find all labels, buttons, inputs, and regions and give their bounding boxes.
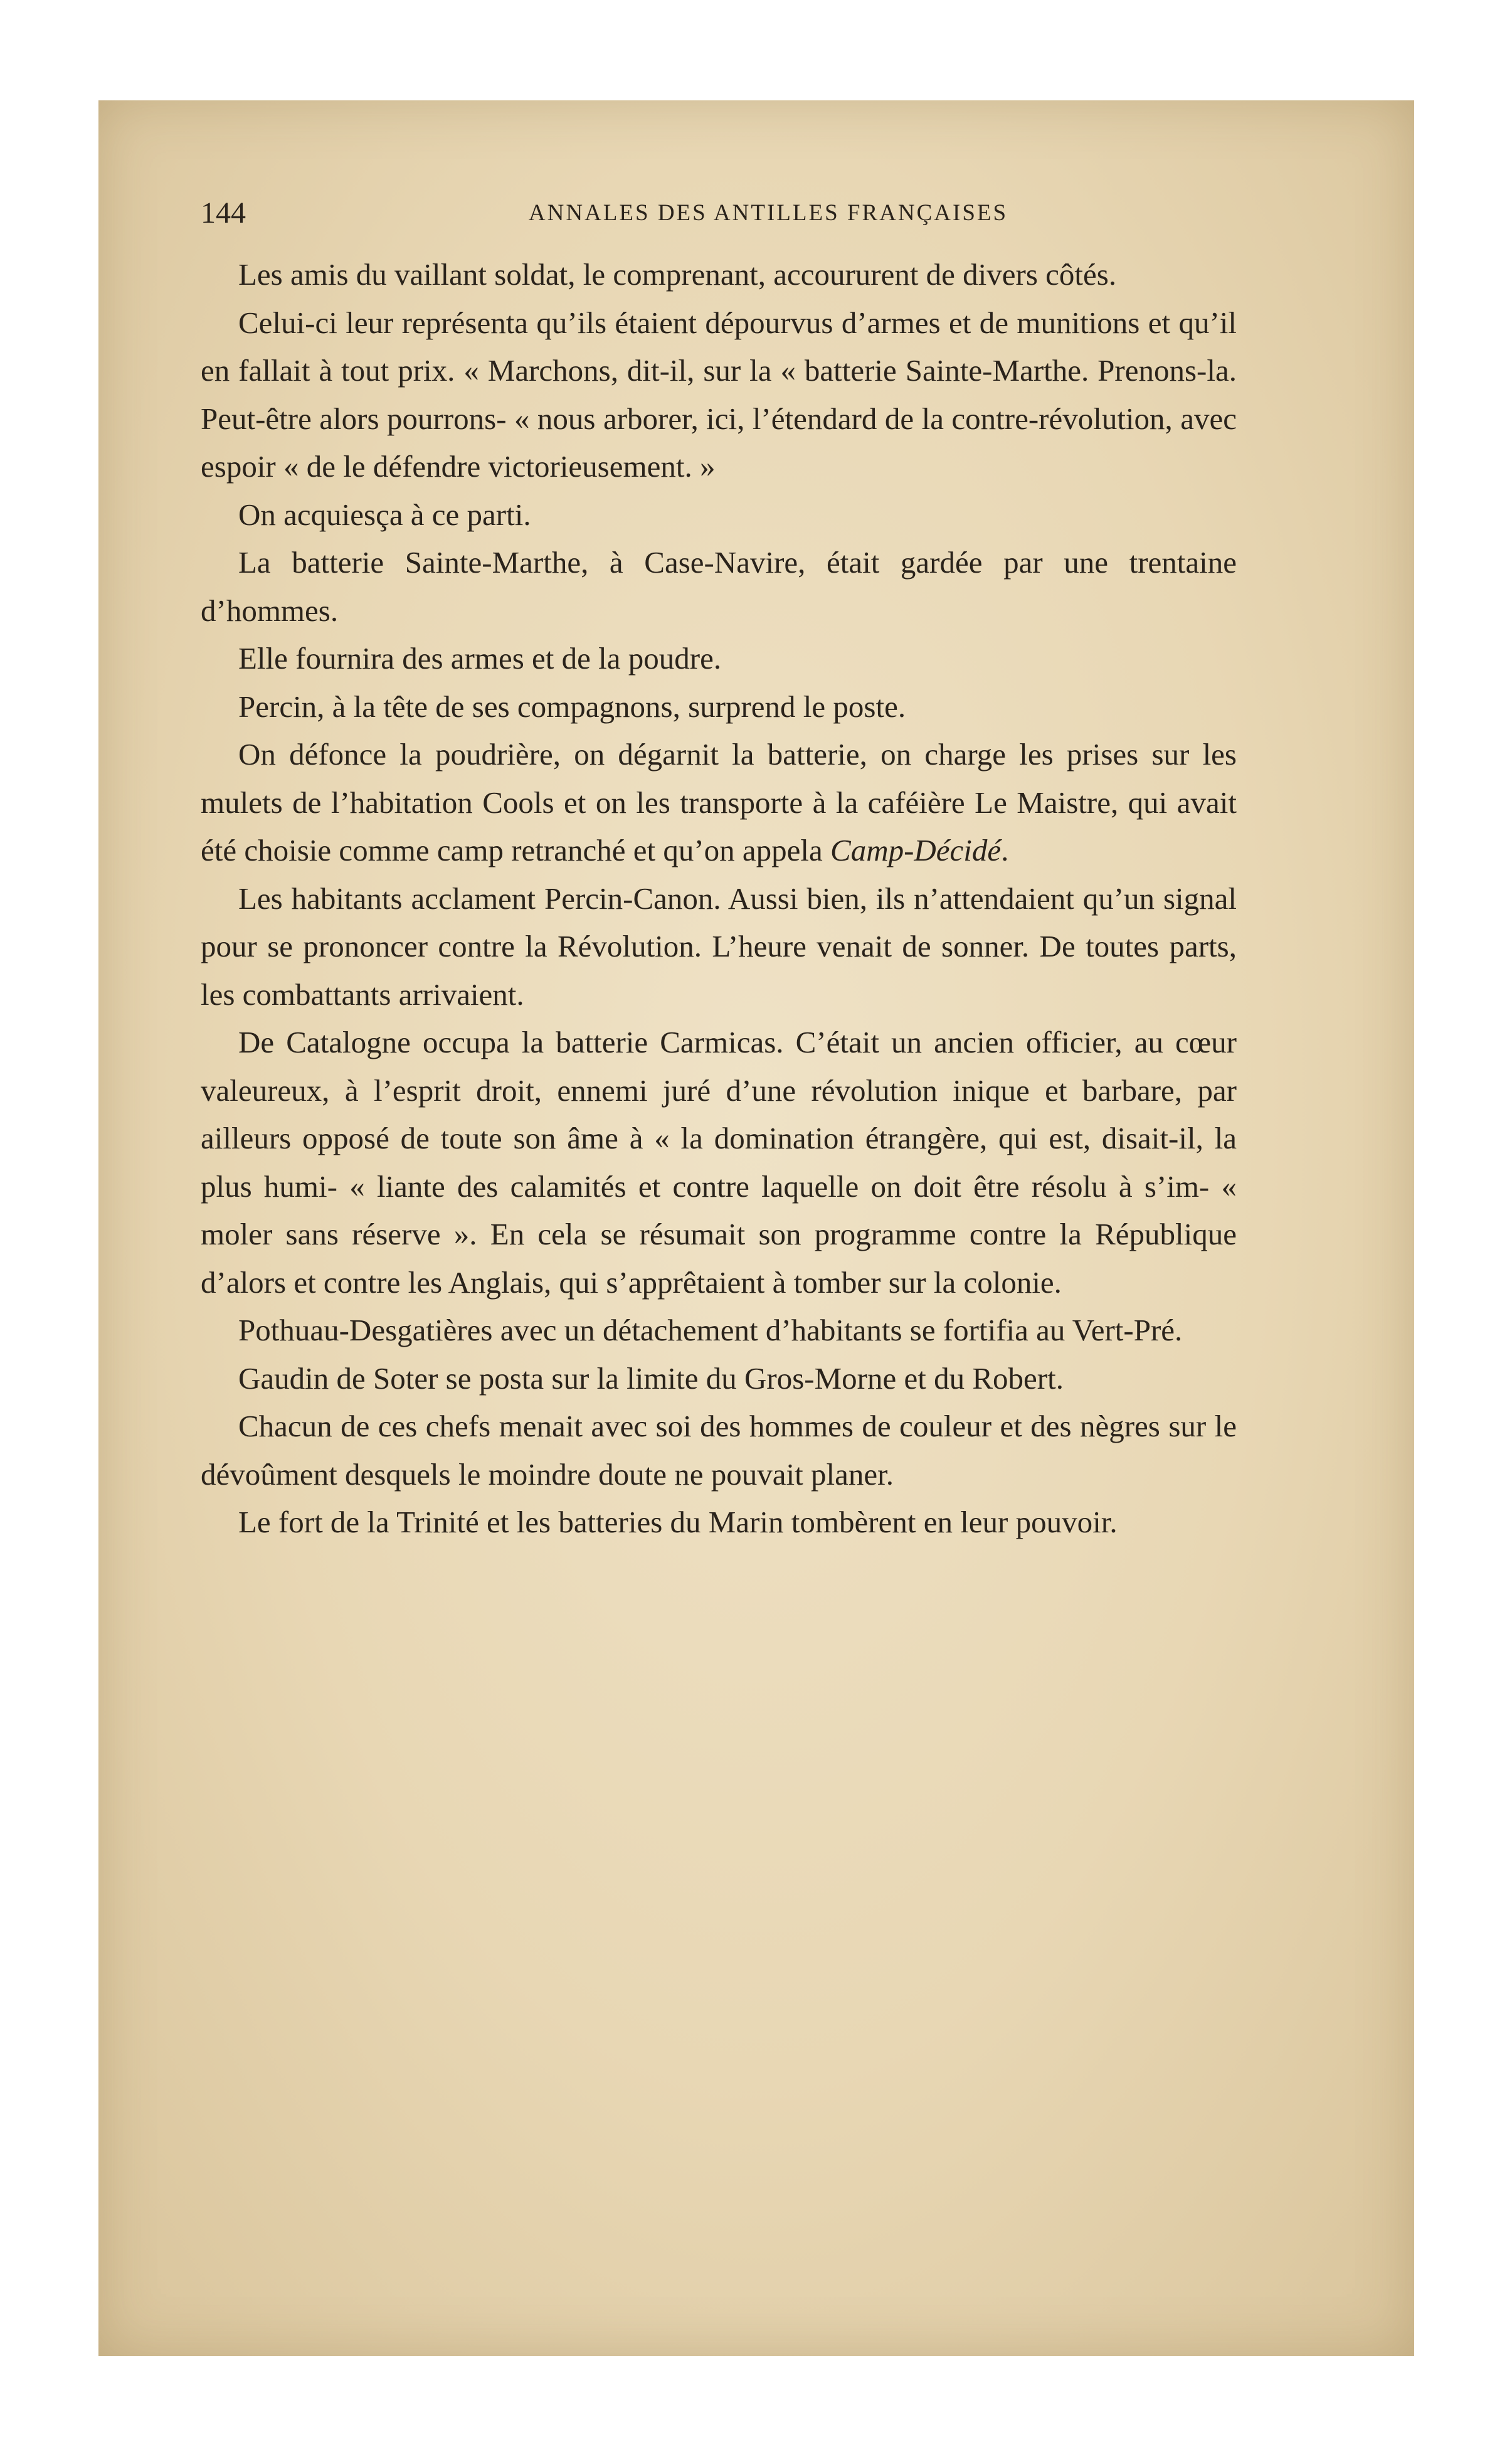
page-number: 144 [201,196,246,230]
paragraph: Celui-ci leur représenta qu’ils étaient dépourvus d’armes et de munitions et qu’il en fallait à tout prix. « Marchons, dit-il, sur la « batterie Sainte-Marthe. Prenons-la. Peut-être alors pourrons- « nous arborer, ici, l’étendard de la contre-révolution, avec espoir « de le défendre victorieusement. » [201,305,1237,484]
paragraph: De Catalogne occupa la batterie Carmicas. C’était un ancien officier, au cœur valeureux, à l’esprit droit, ennemi juré d’une révolution inique et barbare, par ailleurs opposé de toute son âme à « la domination étrangère, qui est, disait-il, la plus humi- « liante des calamités et contre laquelle on doit être résolu à s’im- « moler sans réserve ». En cela se résumait son programme contre la République d’alors et contre les Anglais, qui s’apprêtaient à tomber sur la colonie. [201,1025,1237,1300]
paragraph: Chacun de ces chefs menait avec soi des hommes de couleur et des nègres sur le dévoûment desquels le moindre doute ne pouvait planer. [201,1409,1237,1492]
italic-term: Camp-Décidé [830,833,1002,867]
paragraph: On acquiesça à ce parti. [238,497,531,532]
paragraph-text: On défonce la poudrière, on dégarnit la batterie, on charge les prises sur les mulets de l’habitation Cools et on les transporte à la caféière Le Maistre, qui avait été choisie comme camp retranché et qu’on appela [201,737,1237,867]
paragraph: Pothuau-Desgatières avec un détachement d’habitants se fortifia au Vert-Pré. [238,1313,1183,1347]
paragraph-with-italic [201,731,1237,875]
body-text [201,251,1237,1547]
page-header [201,191,1336,235]
italic-term-suffix: . [1001,833,1009,867]
running-title: ANNALES DES ANTILLES FRANÇAISES [528,200,1008,226]
paragraph: Percin, à la tête de ses compagnons, surprend le poste. [238,689,906,724]
paragraph: Les amis du vaillant soldat, le comprenant, accoururent de divers côtés. [238,257,1117,292]
paragraph: Le fort de la Trinité et les batteries du Marin tombèrent en leur pouvoir. [238,1505,1118,1539]
paragraph: Les habitants acclament Percin-Canon. Aussi bien, ils n’attendaient qu’un signal pour se prononcer contre la Révolution. L’heure venait de sonner. De toutes parts, les combattants arrivaient. [201,881,1237,1012]
paragraph: La batterie Sainte-Marthe, à Case-Navire, était gardée par une trentaine d’hommes. [201,545,1237,628]
paragraph: Gaudin de Soter se posta sur la limite du Gros-Morne et du Robert. [238,1360,1064,1396]
paragraph: Elle fournira des armes et de la poudre. [238,641,722,676]
